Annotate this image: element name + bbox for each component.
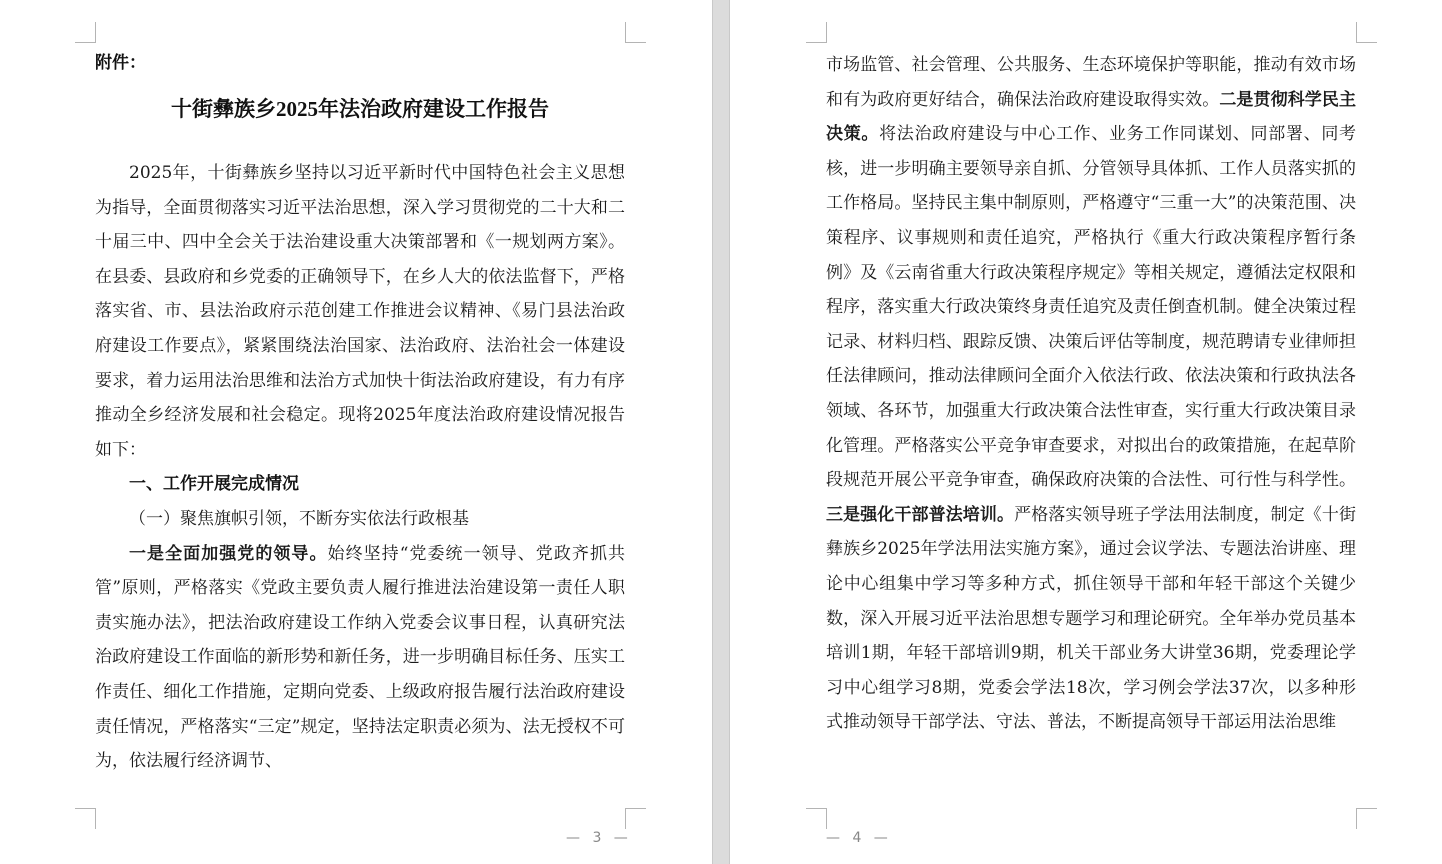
crop-mark-bottom-right — [625, 808, 646, 829]
document-page-3[interactable] — [0, 0, 712, 864]
paragraph-body: 始终坚持“党委统一领导、党政齐抓共管”原则，严格落实《党政主要负责人履行推进法治建设第一责任人职责实施办法》，把法治政府建设工作纳入党委会议事日程，认真研究法治政府建设工作面临的新形势和新任务，进一步明确目标任务、压实工作责任、细化工作措施，定期向党委、上级政府报告履行法治政府建设责任情况，严格落实“三定”规定，坚持法定职责必须为、法无授权不可为，依法履行经济调节、 — [95, 543, 625, 772]
intro-paragraph: 2025年，十街彝族乡坚持以习近平新时代中国特色社会主义思想为指导，全面贯彻落实习近平法治思想，深入学习贯彻党的二十大和二十届三中、四中全会关于法治建设重大决策部署和《一规划两方案》。在县委、县政府和乡党委的正确领导下，在乡人大的依法监督下，严格落实省、市、县法治政府示范创建工作推进会议精神、《易门县法治政府建设工作要点》，紧紧围绕法治国家、法治政府、法治社会一体建设要求，着力运用法治思维和法治方式加快十街法治政府建设，有力有序推动全乡经济发展和社会稳定。现将2025年度法治政府建设情况报告如下： — [95, 163, 625, 460]
page-number: — 4 — — [826, 830, 892, 846]
paragraph-party-leadership — [95, 537, 625, 779]
paragraph-continued — [826, 48, 1356, 740]
paragraph-body: 严格落实领导班子学法用法制度，制定《十街彝族乡2025年学法用法实施方案》，通过会议学法、专题法治讲座、理论中心组集中学习等多种方式，抓住领导干部和年轻干部这个关键少数，深入开展习近平法治思想专题学习和理论研究。全年举办党员基本培训1期，年轻干部培训9期，机关干部业务大讲堂36期，党委理论学习中心组学习8期，党委会学法18次，学习例会学法37次，以多种形式推动领导干部学法、守法、普法，不断提高领导干部运用法治思维 — [826, 504, 1357, 733]
paragraph-lead: 一是全面加强党的领导。 — [129, 543, 328, 564]
crop-mark-top-left — [806, 22, 827, 43]
section-heading: 一、工作开展完成情况 — [129, 474, 299, 495]
annex-label: 附件： — [95, 53, 146, 73]
page-body[interactable] — [95, 48, 625, 779]
crop-mark-bottom-right — [1356, 808, 1377, 829]
paragraph-body: 将法治政府建设与中心工作、业务工作同谋划、同部署、同考核，进一步明确主要领导亲自抓、分管领导具体抓、工作人员落实抓的工作格局。坚持民主集中制原则，严格遵守“三重一大”的决策范围、决策程序、议事规则和责任追究，严格执行《重大行政决策程序暂行条例》及《云南省重大行政决策程序规定》等相关规定，遵循法定权限和程序，落实重大行政决策终身责任追究及责任倒查机制。健全决策过程记录、材料归档、跟踪反馈、决策后评估等制度，规范聘请专业律师担任法律顾问，推动法律顾问全面介入依法行政、依法决策和行政执法各领域、各环节，加强重大行政决策合法性审查，实行重大行政决策目录化管理。严格落实公平竞争审查要求，对拟出台的政策措施，在起草阶段规范开展公平竞争审查，确保政府决策的合法性、可行性与科学性。 — [826, 124, 1357, 491]
document-page-4[interactable] — [730, 0, 1442, 864]
page-body[interactable] — [826, 48, 1356, 740]
paragraph-lead: 三是强化干部普法培训。 — [826, 504, 1015, 525]
crop-mark-bottom-left — [75, 808, 96, 829]
crop-mark-top-right — [625, 22, 646, 43]
crop-mark-bottom-left — [806, 808, 827, 829]
paragraph-lead: 二是贯彻科学民主决策。 — [826, 89, 1357, 145]
crop-mark-top-left — [75, 22, 96, 43]
page-number: — 3 — — [566, 830, 632, 846]
page-gap — [712, 0, 730, 864]
subsection-heading: （一）聚焦旗帜引领，不断夯实依法行政根基 — [129, 508, 469, 529]
paragraph-body: 市场监管、社会管理、公共服务、生态环境保护等职能，推动有效市场和有为政府更好结合，确保法治政府建设取得实效。 — [826, 55, 1356, 110]
crop-mark-top-right — [1356, 22, 1377, 43]
document-title: 十街彝族乡2025年法治政府建设工作报告 — [171, 97, 549, 121]
